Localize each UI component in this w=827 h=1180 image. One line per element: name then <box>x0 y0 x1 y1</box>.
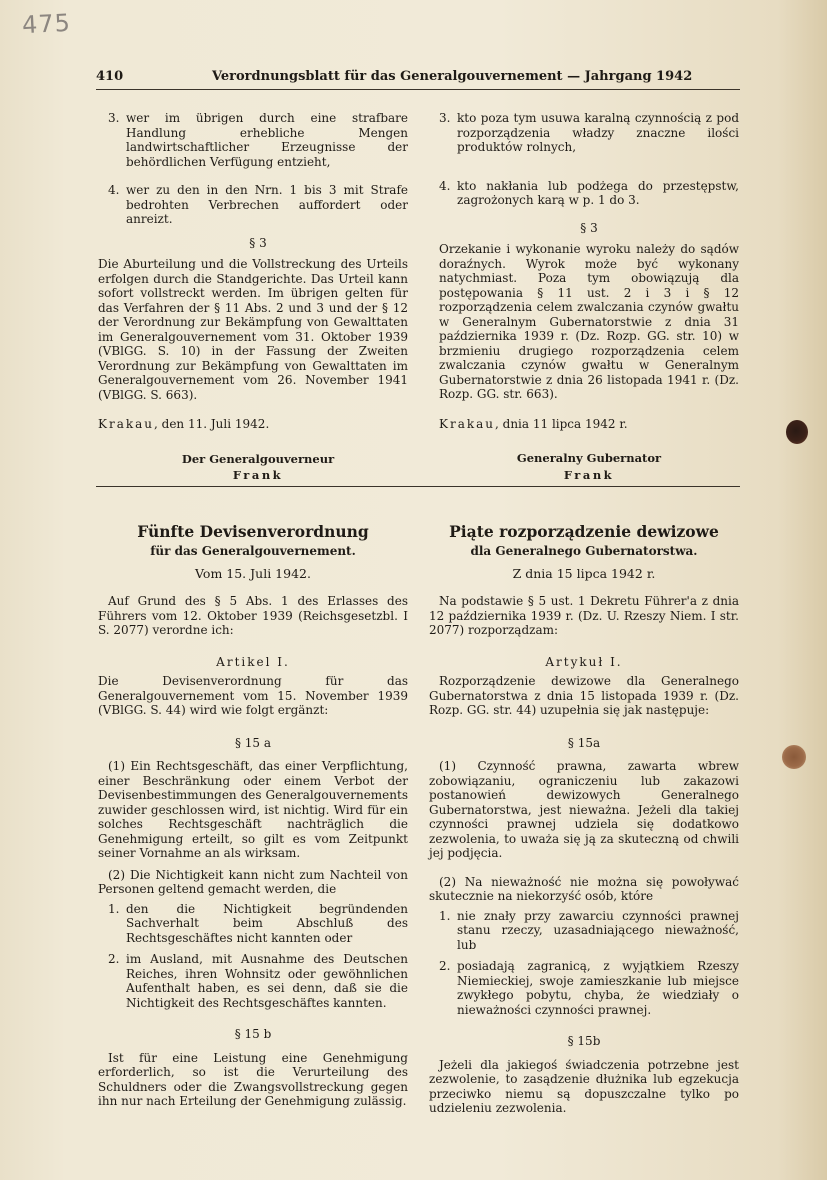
top-polish-column <box>439 111 739 482</box>
de-article-text: Die Devisenverordnung für das Generalgouvernement vom 15. November 1939 (VBlGG. S. 44) wird wie folgt ergänzt: <box>98 674 408 717</box>
de-s15a-para1: (1) Ein Rechtsgeschäft, das einer Verpflichtung, einer Beschränkung oder einem Verbot der Devisenbestimmungen des Generalgouvernements zuwider geschlossen wird, ist nichtig. Wird für ein solches Rechtsgeschäft nachträglich die Genehmigung erteilt, so gilt es vom Zeitpunkt seiner Vornahme an als wirksam. <box>98 759 408 860</box>
punch-hole-upper <box>786 420 808 444</box>
pl-s15b-heading: § 15b <box>567 1034 601 1048</box>
de-s15a-heading: § 15 a <box>234 735 272 750</box>
bottom-german-column <box>98 522 408 1109</box>
bottom-polish-column <box>429 522 739 1116</box>
pl-section-heading: § 3 <box>580 220 598 235</box>
de-section-text: Die Aburteilung und die Vollstreckung des Urteils erfolgen durch die Standgerichte. Das Urteil kann sofort vollstreckt werden. Im übrigen gelten für das Verfahren der § 11 Abs. 2 und 3 und der § 12 der Verordnung zur Bekämpfung von Gewalttaten im Generalgouvernement vom 31. Oktober 1939 (VBlGG. S. 10) in der Fassung der Zweiten Verordnung zur Bekämpfung von Gewalttaten im Generalgouvernement vom 26. November 1941 (VBlGG. S. 663). <box>98 257 408 402</box>
pl-list-item-3: 3. kto poza tym usuwa karalną czynnością z pod rozporządzenia władzy znaczne ilości produktów rolnych, <box>439 111 739 154</box>
de-decree-title: Fünfte Devisenverordnung <box>137 522 369 541</box>
pl-preamble: Na podstawie § 5 ust. 1 Dekretu Führer'a z dnia 12 października 1939 r. (Dz. U. Rzeszy Niem. I str. 2077) rozporządzam: <box>429 594 739 637</box>
de-s15b-text: Ist für eine Leistung eine Genehmigung erforderlich, so ist die Verurteilung des Schuldners oder die Zwangsvollstreckung gegen ihn nur nach Erteilung der Genehmigung zulässig. <box>98 1050 408 1108</box>
pl-decree-subtitle: dla Generalnego Gubernatorstwa. <box>470 544 698 558</box>
de-section-heading: § 3 <box>249 235 267 250</box>
de-list-item-4: 4. wer zu den in den Nrn. 1 bis 3 mit Strafe bedrohten Verbrechen auffordert oder anreizt. <box>108 183 408 226</box>
de-s15b-heading: § 15 b <box>234 1027 272 1041</box>
pl-s15b-text: Jeżeli dla jakiegoś świadczenia potrzebne jest zezwolenie, to zasądzenie dłużnika lub egzekucja przeciwko niemu są dopuszczalne tylko po udzieleniu zezwolenia. <box>429 1057 739 1115</box>
pl-list-item-4: 4. kto nakłania lub podżega do przestępstw, zagrożonych karą w p. 1 do 3. <box>439 178 739 207</box>
pl-s15a-item-2: 2. posiadają zagranicą, z wyjątkiem Rzeszy Niemieckiej, swoje zamieszkanie lub miejsce zwykłego pobytu, chyba, że wiedziały o nieważności czynności prawnej. <box>439 959 739 1017</box>
de-s15a-item-1: 1. den die Nichtigkeit begründenden Sachverhalt beim Abschluß des Rechtsgeschäftes nicht kannten oder <box>108 901 408 945</box>
de-decree-date: Vom 15. Juli 1942. <box>195 565 311 581</box>
de-signer-name: Frank <box>232 468 284 482</box>
pl-section-text: Orzekanie i wykonanie wyroku należy do sądów doraźnych. Wyrok może być wykonany natychmiast. Poza tym obowiązują dla postępowania § 11 ust. 2 i 3 i § 12 rozporządzenia celem zwalczania czynów gwałtu w Generalnym Gubernatorstwie z dnia 31 października 1939 r. (Dz. Rozp. GG. str. 10) w brzmieniu drugiego rozporządzenia celem zwalczania czynów gwałtu w Generalnym Gubernatorstwie z dnia 26 listopada 1941 r. (Dz. Rozp. GG. str. 663). <box>439 242 739 401</box>
pl-decree-date: Z dnia 15 lipca 1942 r. <box>512 565 656 581</box>
de-preamble: Auf Grund des § 5 Abs. 1 des Erlasses des Führers vom 12. Oktober 1939 (Reichsgesetzbl. I S. 2077) verordne ich: <box>98 594 408 637</box>
pl-s15a-para1: (1) Czynność prawna, zawarta wbrew zobowiązaniu, ograniczeniu lub zakazowi postanowień dewizowych Generalnego Gubernatorstwa, jest nieważna. Jeżeli dla takiej czynności prawnej udziela się dodatkowo zezwolenia, to uważa się ją za skuteczną od chwili jej podjęcia. <box>429 759 739 860</box>
pl-decree-title: Piąte rozporządzenie dewizowe <box>449 522 719 541</box>
journal-title: Verordnungsblatt für das Generalgouvernement — Jahrgang 1942 <box>212 69 693 84</box>
pl-s15a-heading: § 15a <box>567 735 601 750</box>
pl-signer-title: Generalny Gubernator <box>516 451 662 465</box>
de-s15a-item-2: 2. im Ausland, mit Ausnahme des Deutschen Reiches, ihren Wohnsitz oder gewöhnlichen Aufenthalt haben, es sei denn, daß sie die Nichtigkeit des Rechtsgeschäftes kannten. <box>108 952 408 1010</box>
header-rule <box>96 89 740 90</box>
de-s15a-para2: (2) Die Nichtigkeit kann nicht zum Nachteil von Personen geltend gemacht werden, die <box>98 867 408 896</box>
page-number: 410 <box>96 69 124 84</box>
de-article-heading: Artikel I. <box>216 654 290 669</box>
de-list-item-3: 3. wer im übrigen durch eine strafbare Handlung erhebliche Mengen landwirtschaftlicher Erzeugnisse der behördlichen Verfügung entzieht, <box>108 111 408 169</box>
pl-article-text: Rozporządzenie dewizowe dla Generalnego Gubernatorstwa z dnia 15 listopada 1939 r. (Dz. Rozp. GG. str. 44) uzupełnia się jak następuje: <box>429 674 739 717</box>
pencil-archive-note: 475 <box>21 8 72 40</box>
pl-article-heading: Artykuł I. <box>545 654 623 669</box>
de-decree-subtitle: für das Generalgouvernement. <box>150 544 356 558</box>
pl-signer-name: Frank <box>563 467 615 482</box>
de-place-date: Krakau, den 11. Juli 1942. <box>98 417 270 431</box>
punch-hole-lower <box>782 745 806 769</box>
top-german-column <box>98 111 408 483</box>
section-divider <box>96 486 740 487</box>
pl-s15a-para2: (2) Na nieważność nie można się powoływać skutecznie na niekorzyść osób, które <box>429 874 739 903</box>
pl-s15a-item-1: 1. nie znały przy zawarciu czynności prawnej stanu rzeczy, uzasadniającego nieważność, lub <box>439 908 739 952</box>
de-signer-title: Der Generalgouverneur <box>181 451 335 466</box>
pl-place-date: Krakau, dnia 11 lipca 1942 r. <box>439 416 628 431</box>
